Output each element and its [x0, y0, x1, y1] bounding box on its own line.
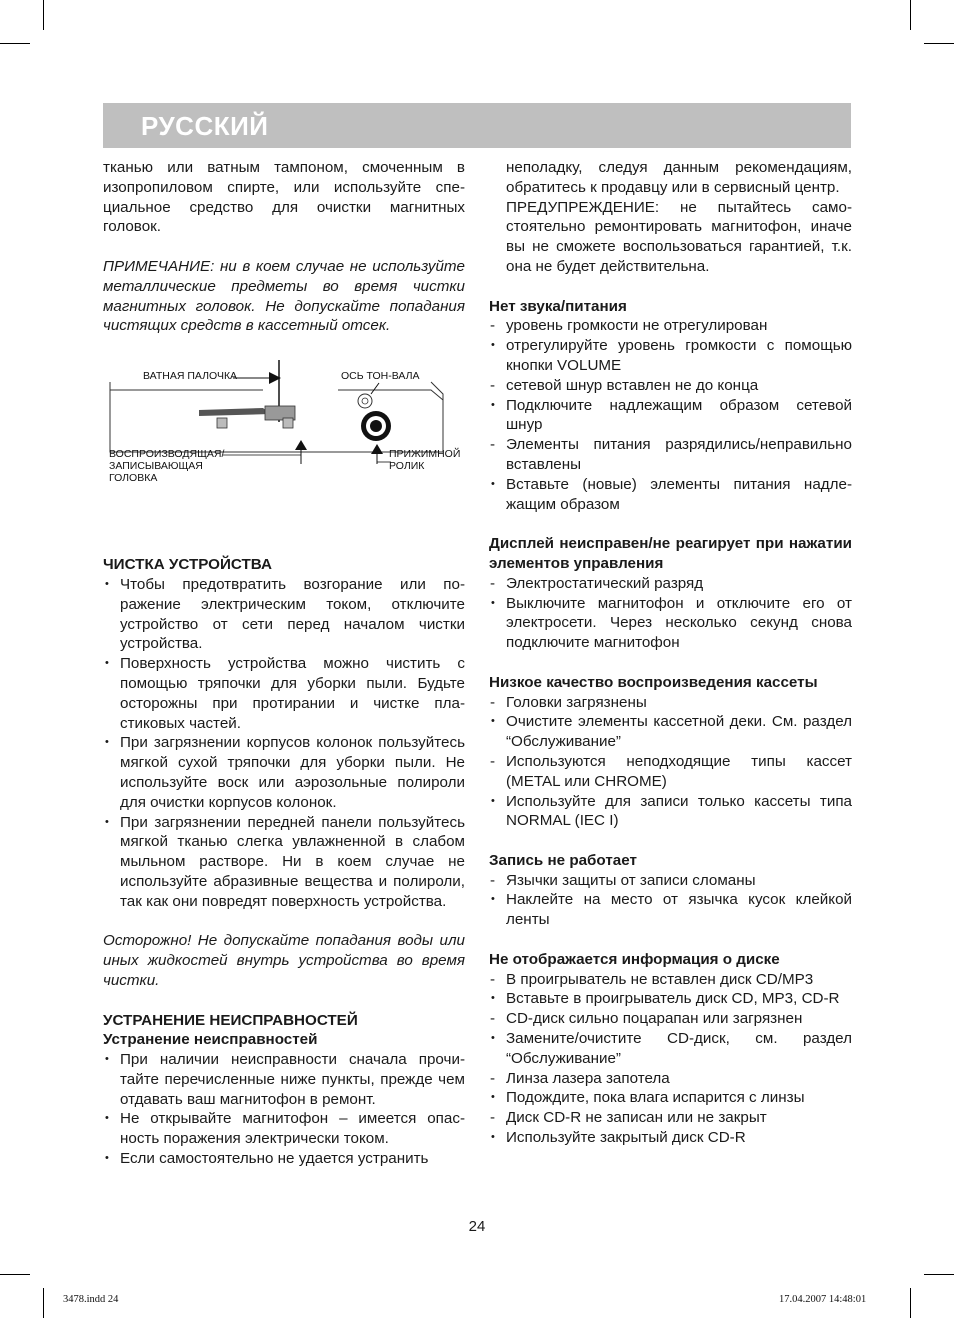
- troubleshooting-subheading: Устранение неисправностей: [103, 1031, 318, 1049]
- section-heading: Не отображается информация о диске: [489, 950, 780, 968]
- crop-mark: [43, 1288, 44, 1318]
- section-list: [489, 316, 852, 514]
- left-column: [103, 158, 465, 1169]
- crop-mark: [43, 0, 44, 30]
- language-header: [103, 103, 851, 148]
- troubleshooting-intro-list: [103, 1050, 465, 1169]
- crop-mark: [910, 0, 911, 30]
- list-item: • При наличии неисправности сначала прочитайте перечисленные ниже пункты, прежде чем отдавать ваш магнитофон в ремонт.: [103, 1050, 465, 1109]
- language-title: РУССКИЙ: [141, 111, 269, 141]
- section-heading: Дисплей неисправен/не реагирует при нажатии элементов управления: [489, 535, 852, 572]
- list-item: - Линза лазера запотела: [489, 1069, 852, 1089]
- list-item: • Подключите надлежащим образом сетевой шнур: [489, 396, 852, 436]
- list-item: - Диск CD-R не записан или не закрыт: [489, 1108, 852, 1128]
- list-item: - Головки загрязнены: [489, 693, 852, 713]
- list-item: • Вставьте (новые) элементы питания надлежащим образом: [489, 475, 852, 515]
- right-column: [489, 158, 852, 1148]
- section-list: [489, 574, 852, 653]
- note-paragraph: ПРИМЕЧАНИЕ: ни в коем случае не используйте металлические предметы во время чистки магнитных головок. Не допускайте попадания чистящих средств в кассетный отсек.: [103, 257, 465, 335]
- list-item: • Не открывайте магнитофон – имеется опасность поражения электрически током.: [103, 1109, 465, 1149]
- list-item: • отрегулируйте уровень громкости с помощью кнопки VOLUME: [489, 336, 852, 376]
- list-item: - Элементы питания разрядились/неправильно вставлены: [489, 435, 852, 475]
- list-item: • Поверхность устройства можно чистить с помощью тряпочки для уборки пыли. Будьте осторожны при протирании и чистке пластиковых частей.: [103, 654, 465, 733]
- continuation-paragraph: неполадку, следуя данным рекомендациям, обратитесь к продавцу или в сервисный центр.: [506, 159, 852, 196]
- list-item: • При загрязнении передней панели пользуйтесь мягкой тканью слегка увлажненной в слабом мыльном растворе. Ни в коем случае не используйте абразивные вещества и полироли, так как они повредят поверхность устройства.: [103, 813, 465, 912]
- list-item: • Наклейте на место от язычка кусок клейкой ленты: [489, 890, 852, 930]
- section-list: [489, 693, 852, 832]
- list-item: - уровень громкости не отрегулирован: [489, 316, 852, 336]
- crop-mark: [0, 1274, 30, 1275]
- footer-datetime: 17.04.2007 14:48:01: [779, 1294, 867, 1305]
- list-item: • Используйте для записи только кассеты типа NORMAL (IEC I): [489, 792, 852, 832]
- label-capstan: ОСЬ ТОН-ВАЛА: [341, 370, 420, 383]
- troubleshooting-sections: [489, 277, 852, 1148]
- list-item: • Подождите, пока влага испарится с линзы: [489, 1088, 852, 1108]
- page-number: 24: [468, 1218, 486, 1235]
- crop-mark: [0, 43, 30, 44]
- intro-paragraph: тканью или ватным тампоном, смоченным в изопропиловом спирте, или используйте специальное средство для очистки магнитных головок.: [103, 159, 465, 236]
- warning-paragraph: ПРЕДУПРЕЖДЕНИЕ: не пытайтесь самостоятельно ремонтировать магнитофон, иначе вы не сможете воспользоваться гарантией, т.к. она не будет действительна.: [506, 198, 852, 275]
- list-item: • Используйте закрытый диск CD-R: [489, 1128, 852, 1148]
- footer-file: 3478.indd 24: [63, 1294, 119, 1305]
- list-item: • Чтобы предотвратить возгорание или поражение электрическим током, отключите устройство от сети перед началом чистки устройства.: [103, 575, 465, 654]
- list-item: - Язычки защиты от записи сломаны: [489, 871, 852, 891]
- caution-paragraph: Осторожно! Не допускайте попадания воды или иных жидкостей внутрь устройства во время чистки.: [103, 932, 465, 989]
- label-cotton-swab: ВАТНАЯ ПАЛОЧКА: [143, 370, 238, 383]
- label-pinch-roller: ПРИЖИМНОЙ РОЛИК: [389, 448, 461, 473]
- list-item: - CD-диск сильно поцарапан или загрязнен: [489, 1009, 852, 1029]
- list-item: • Если самостоятельно не удается устранить: [103, 1149, 465, 1169]
- list-item: - сетевой шнур вставлен не до конца: [489, 376, 852, 396]
- section-list: [489, 970, 852, 1148]
- section-heading: Нет звука/питания: [489, 297, 627, 315]
- list-item: • Вставьте в проигрыватель диск CD, MP3, CD-R: [489, 989, 852, 1009]
- list-item: • Замените/очистите CD-диск, см. раздел “Обслуживание”: [489, 1029, 852, 1069]
- tape-head-diagram: [103, 352, 465, 537]
- list-item: • Очистите элементы кассетной деки. См. раздел “Обслуживание”: [489, 712, 852, 752]
- cleaning-list: [103, 575, 465, 912]
- troubleshooting-heading: УСТРАНЕНИЕ НЕИСПРАВНОСТЕЙ: [103, 1011, 358, 1029]
- list-item: • При загрязнении корпусов колонок пользуйтесь мягкой сухой тряпочки для уборки пыли. Не используйте воск или аэрозольные полироли для очистки корпусов колонок.: [103, 733, 465, 812]
- section-heading: Низкое качество воспроизведения кассеты: [489, 673, 818, 691]
- crop-mark: [910, 1288, 911, 1318]
- list-item: - Электростатический разряд: [489, 574, 852, 594]
- crop-mark: [924, 1274, 954, 1275]
- section-list: [489, 871, 852, 930]
- section-heading: Запись не работает: [489, 851, 637, 869]
- crop-mark: [924, 43, 954, 44]
- label-playback-record-head: ВОСПРОИЗВОДЯЩАЯ/ ЗАПИСЫВАЮЩАЯ ГОЛОВКА: [109, 448, 225, 485]
- list-item: - В проигрыватель не вставлен диск CD/MP3: [489, 970, 852, 990]
- cleaning-heading: ЧИСТКА УСТРОЙСТВА: [103, 556, 272, 574]
- list-item: - Используются неподходящие типы кассет (METAL или CHROME): [489, 752, 852, 792]
- list-item: • Выключите магнитофон и отключите его от электросети. Через несколько секунд снова подключите магнитофон: [489, 594, 852, 653]
